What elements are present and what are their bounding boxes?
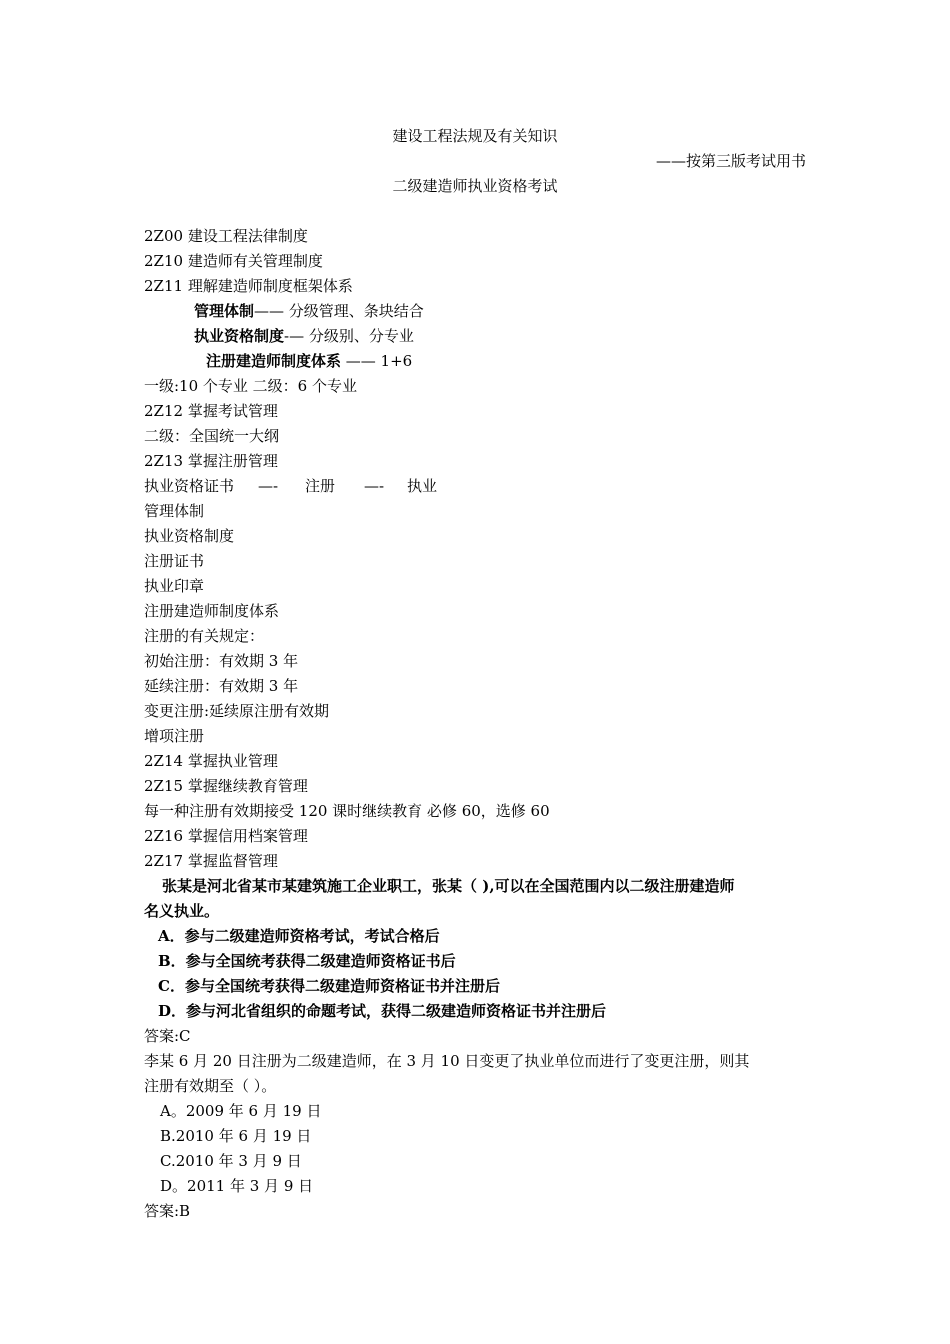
list-item: 执业资格制度 bbox=[144, 527, 235, 545]
question-2-stem-cont: 注册有效期至（ ）。 bbox=[144, 1077, 277, 1095]
flow-arrow: —- bbox=[258, 477, 279, 495]
levels-note: 一级:10 个专业 二级：6 个专业 bbox=[144, 377, 357, 395]
section-2z13: 2Z13 掌握注册管理 bbox=[144, 452, 278, 470]
source-note: ——按第三版考试用书 bbox=[655, 152, 806, 170]
question-1-stem: 张某是河北省某市某建筑施工企业职工，张某（ ),可以在全国范围内以二级注册建造师 bbox=[162, 877, 735, 895]
framework-detail: -— 分级别、分专业 bbox=[284, 327, 414, 345]
flow-step: 执业资格证书 bbox=[144, 477, 235, 495]
question-1-option: C．参与全国统考获得二级建造师资格证书并注册后 bbox=[158, 977, 500, 995]
question-1-option: D．参与河北省组织的命题考试，获得二级建造师资格证书并注册后 bbox=[158, 1002, 607, 1020]
exam-note: 二级：全国统一大纲 bbox=[144, 427, 280, 445]
section-2z11: 2Z11 理解建造师制度框架体系 bbox=[144, 277, 353, 295]
list-item: 增项注册 bbox=[144, 727, 205, 745]
section-2z17: 2Z17 掌握监督管理 bbox=[144, 852, 278, 870]
question-2-option: C.2010 年 3 月 9 日 bbox=[160, 1152, 302, 1170]
framework-item bbox=[194, 326, 414, 346]
section-2z14: 2Z14 掌握执业管理 bbox=[144, 752, 278, 770]
framework-term: 管理体制 bbox=[194, 302, 255, 320]
question-2-option: B.2010 年 6 月 19 日 bbox=[160, 1127, 312, 1145]
question-1-option: B．参与全国统考获得二级建造师资格证书后 bbox=[158, 952, 456, 970]
flow-step: 执业 bbox=[407, 477, 438, 495]
framework-detail: —— 1+6 bbox=[341, 352, 413, 370]
section-2z00: 2Z00 建设工程法律制度 bbox=[144, 227, 308, 245]
question-2-option: D。2011 年 3 月 9 日 bbox=[160, 1177, 314, 1195]
question-1-answer: 答案:C bbox=[144, 1027, 191, 1045]
list-item: 执业印章 bbox=[144, 577, 205, 595]
flow-step: 注册 bbox=[305, 477, 336, 495]
list-item: 初始注册：有效期 3 年 bbox=[144, 652, 299, 670]
framework-item bbox=[206, 351, 412, 371]
question-1-stem-cont: 名义执业。 bbox=[144, 902, 220, 920]
framework-term: 注册建造师制度体系 bbox=[206, 352, 342, 370]
list-item: 注册的有关规定： bbox=[144, 627, 265, 645]
section-2z16: 2Z16 掌握信用档案管理 bbox=[144, 827, 308, 845]
framework-detail: —— 分级管理、条块结合 bbox=[254, 302, 424, 320]
section-2z12: 2Z12 掌握考试管理 bbox=[144, 402, 278, 420]
list-item: 变更注册:延续原注册有效期 bbox=[144, 702, 330, 720]
doc-title: 建设工程法规及有关知识 bbox=[392, 127, 558, 145]
question-2-option: A。2009 年 6 月 19 日 bbox=[160, 1102, 322, 1120]
doc-subtitle: 二级建造师执业资格考试 bbox=[392, 177, 558, 195]
framework-term: 执业资格制度 bbox=[194, 327, 285, 345]
section-2z15: 2Z15 掌握继续教育管理 bbox=[144, 777, 308, 795]
list-item: 管理体制 bbox=[144, 502, 205, 520]
question-2-answer: 答案:B bbox=[144, 1202, 191, 1220]
list-item: 注册证书 bbox=[144, 552, 205, 570]
list-item: 延续注册：有效期 3 年 bbox=[144, 677, 299, 695]
flow-arrow: —- bbox=[364, 477, 385, 495]
question-1-option: A．参与二级建造师资格考试，考试合格后 bbox=[158, 927, 440, 945]
section-2z10: 2Z10 建造师有关管理制度 bbox=[144, 252, 323, 270]
list-item: 注册建造师制度体系 bbox=[144, 602, 280, 620]
framework-item bbox=[194, 301, 424, 321]
question-2-stem: 李某 6 月 20 日注册为二级建造师，在 3 月 10 日变更了执业单位而进行了变更注册，则其 bbox=[144, 1052, 750, 1070]
education-note: 每一种注册有效期接受 120 课时继续教育 必修 60，选修 60 bbox=[144, 802, 550, 820]
